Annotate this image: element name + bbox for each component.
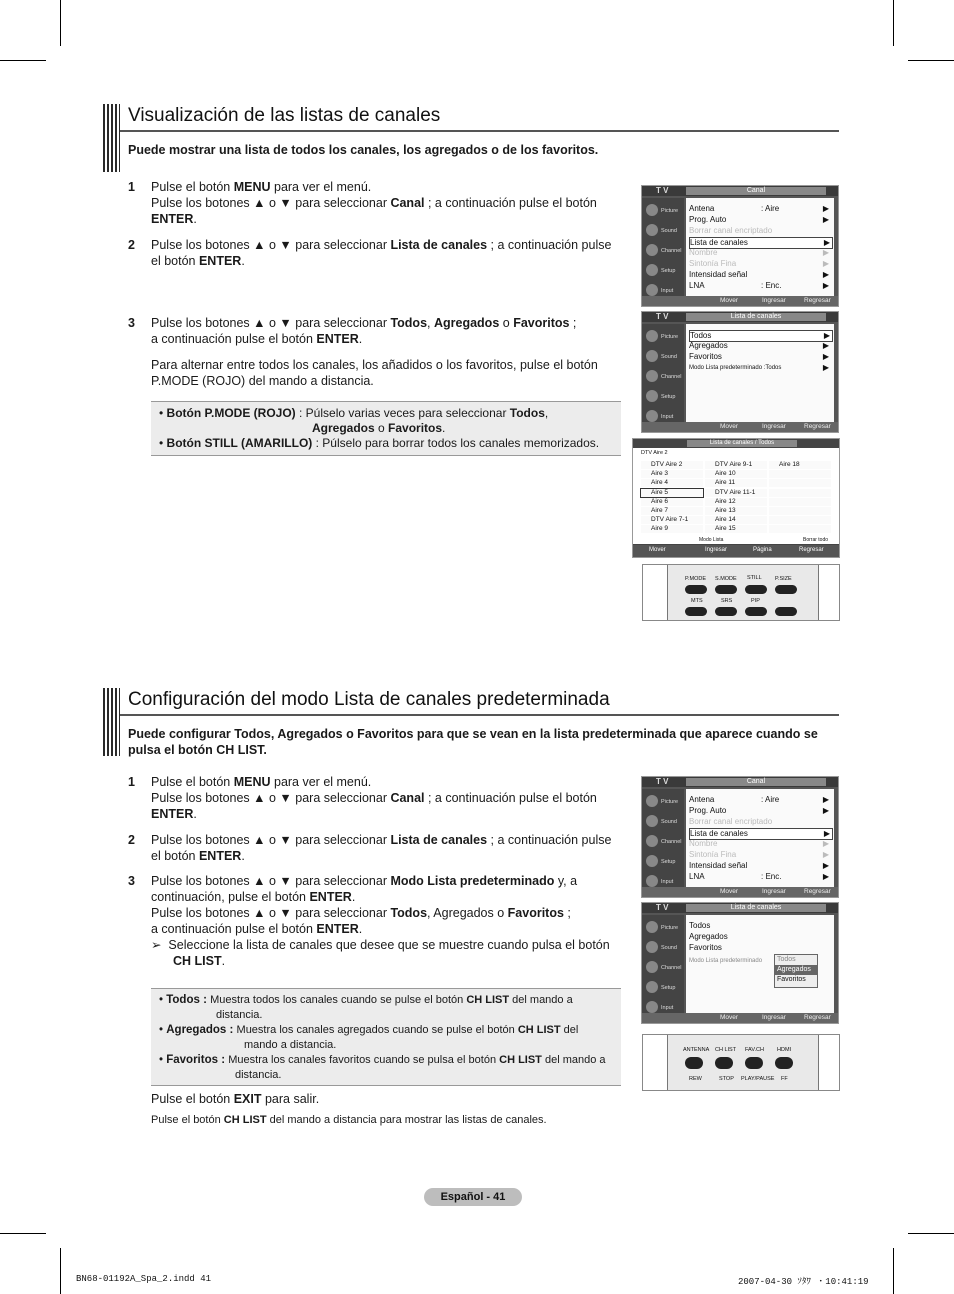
channel-list-cell[interactable]: Aire 9 bbox=[641, 525, 703, 533]
setup-icon bbox=[646, 264, 658, 276]
channel-list-cell[interactable]: DTV Aire 11-1 bbox=[705, 489, 767, 497]
note-box: • Botón P.MODE (ROJO) : Púlselo varias veces para seleccionar Todos, Agregados o Favoritos. • Botón STILL (AMARILLO) : Púlselo para borrar todos los canales memorizados. bbox=[151, 401, 621, 456]
crop-mark bbox=[60, 0, 61, 46]
sound-icon bbox=[646, 224, 658, 236]
channel-icon bbox=[646, 961, 658, 973]
channel-list-cell[interactable]: Aire 13 bbox=[705, 507, 767, 515]
channel-list-cell[interactable]: Aire 18 bbox=[769, 461, 831, 469]
tv-channel-list: Lista de canales / Todos DTV Aire 2 DTV Aire 2 Aire 3 Aire 4 Aire 5 Aire 6 Aire 7 DTV Aire 7-1 Aire 9 DTV Aire 9-1 Aire 10 Aire 11 DTV Aire 11-1 Aire 12 Aire 13 Aire 14 Aire 15 Aire 18 Modo Lista Borrar todo Mover Ingresar Página Regresar bbox=[632, 438, 840, 558]
channel-list-cell[interactable]: Aire 11 bbox=[705, 479, 767, 487]
remote-control-image: P.MODE S.MODE STILL P.SIZE MTS SRS PIP bbox=[642, 564, 840, 621]
input-icon bbox=[646, 1001, 658, 1013]
picture-icon bbox=[646, 204, 658, 216]
channel-list-cell[interactable]: Aire 3 bbox=[641, 470, 703, 478]
crop-mark bbox=[0, 1233, 46, 1234]
section-rule bbox=[120, 714, 839, 716]
exit-instruction: Pulse el botón EXIT para salir. bbox=[151, 1092, 320, 1106]
tv-menu-lista: T V Lista de canales Picture Sound Channel Setup Input Todos ▶ Agregados ▶ Favoritos ▶ Modo Lista predeterminado :Todos ▶ Mover Ingresar Regresar bbox=[641, 311, 839, 433]
section-intro: Puede configurar Todos, Agregados o Favoritos para que se vean en la lista predeterminada que aparece cuando se pulsa el botón CH LIST. bbox=[128, 727, 818, 757]
channel-icon bbox=[646, 244, 658, 256]
chlist-instruction: Pulse el botón CH LIST del mando a distancia para mostrar las listas de canales. bbox=[151, 1114, 547, 1126]
setup-icon bbox=[646, 390, 658, 402]
sound-icon bbox=[646, 350, 658, 362]
channel-list-cell[interactable]: DTV Aire 9-1 bbox=[705, 461, 767, 469]
sound-icon bbox=[646, 815, 658, 827]
crop-mark bbox=[908, 60, 954, 61]
picture-icon bbox=[646, 330, 658, 342]
channel-list-cell[interactable] bbox=[769, 489, 831, 497]
input-icon bbox=[646, 875, 658, 887]
crop-mark bbox=[893, 1248, 894, 1294]
footer-file: BN68-01192A_Spa_2.indd 41 bbox=[76, 1274, 212, 1284]
channel-list-cell[interactable] bbox=[769, 516, 831, 524]
channel-list-cell[interactable]: Aire 15 bbox=[705, 525, 767, 533]
section-rule bbox=[120, 130, 839, 132]
input-icon bbox=[646, 284, 658, 296]
channel-icon bbox=[646, 370, 658, 382]
page-number: Español - 41 bbox=[424, 1188, 522, 1206]
channel-icon bbox=[646, 835, 658, 847]
channel-list-cell[interactable]: DTV Aire 2 bbox=[641, 461, 703, 469]
crop-mark bbox=[60, 1248, 61, 1294]
remote-control-image: ANTENNA CH LIST FAV.CH HDMI REW STOP PLAY/PAUSE FF bbox=[642, 1034, 840, 1091]
tv-menu-lista-default: T V Lista de canales Picture Sound Channel Setup Input Todos Agregados Favoritos Modo Lista predeterminado Todos Agregados Favoritos Mover Ingresar Regresar bbox=[641, 902, 839, 1024]
crop-mark bbox=[908, 1233, 954, 1234]
channel-list-cell[interactable] bbox=[769, 507, 831, 515]
crop-mark bbox=[0, 60, 46, 61]
channel-list-cell[interactable] bbox=[769, 498, 831, 506]
channel-list-cell[interactable]: Aire 5 bbox=[641, 489, 703, 497]
channel-list-cell[interactable]: Aire 14 bbox=[705, 516, 767, 524]
section-title: Visualización de las listas de canales bbox=[128, 105, 441, 126]
channel-list-cell[interactable]: Aire 6 bbox=[641, 498, 703, 506]
section-bar bbox=[103, 104, 120, 172]
picture-icon bbox=[646, 921, 658, 933]
channel-list-cell[interactable]: Aire 4 bbox=[641, 479, 703, 487]
section-title: Configuración del modo Lista de canales predeterminada bbox=[128, 689, 610, 710]
tv-menu-canal: T V Canal Picture Sound Channel Setup Input Antena : Aire ▶ Prog. Auto ▶ Borrar canal encriptado Lista de canales ▶ Nombre ▶ Sintonía Fina ▶ Intensidad señal ▶ LNA : Enc. ▶ Mover Ingresar Regresar bbox=[641, 185, 839, 307]
channel-list-cell[interactable] bbox=[769, 525, 831, 533]
channel-list-cell[interactable]: Aire 10 bbox=[705, 470, 767, 478]
section-bar bbox=[103, 688, 120, 756]
footer-date: 2007-04-30 ｿﾀﾜ ・10:41:19 bbox=[738, 1277, 869, 1287]
input-icon bbox=[646, 410, 658, 422]
setup-icon bbox=[646, 981, 658, 993]
note-box: • Todos : Muestra todos los canales cuando se pulse el botón CH LIST del mando a distancia. • Agregados : Muestra los canales agregados cuando se pulse el botón CH LIST del mando a distancia. • Favoritos : Muestra los canales favoritos cuando se pulsa el botón CH LIST del mando a distancia. bbox=[151, 988, 621, 1086]
section-intro: Puede mostrar una lista de todos los canales, los agregados o de los favoritos. bbox=[128, 143, 599, 157]
channel-list-cell[interactable] bbox=[769, 479, 831, 487]
channel-list-cell[interactable]: Aire 12 bbox=[705, 498, 767, 506]
tv-menu-canal: T V Canal Picture Sound Channel Setup Input Antena : Aire ▶ Prog. Auto ▶ Borrar canal encriptado Lista de canales ▶ Nombre ▶ Sintonía Fina ▶ Intensidad señal ▶ LNA : Enc. ▶ Mover Ingresar Regresar bbox=[641, 776, 839, 898]
picture-icon bbox=[646, 795, 658, 807]
sound-icon bbox=[646, 941, 658, 953]
crop-mark bbox=[893, 0, 894, 46]
setup-icon bbox=[646, 855, 658, 867]
channel-list-cell[interactable] bbox=[769, 470, 831, 478]
channel-list-cell[interactable]: DTV Aire 7-1 bbox=[641, 516, 703, 524]
channel-list-cell[interactable]: Aire 7 bbox=[641, 507, 703, 515]
